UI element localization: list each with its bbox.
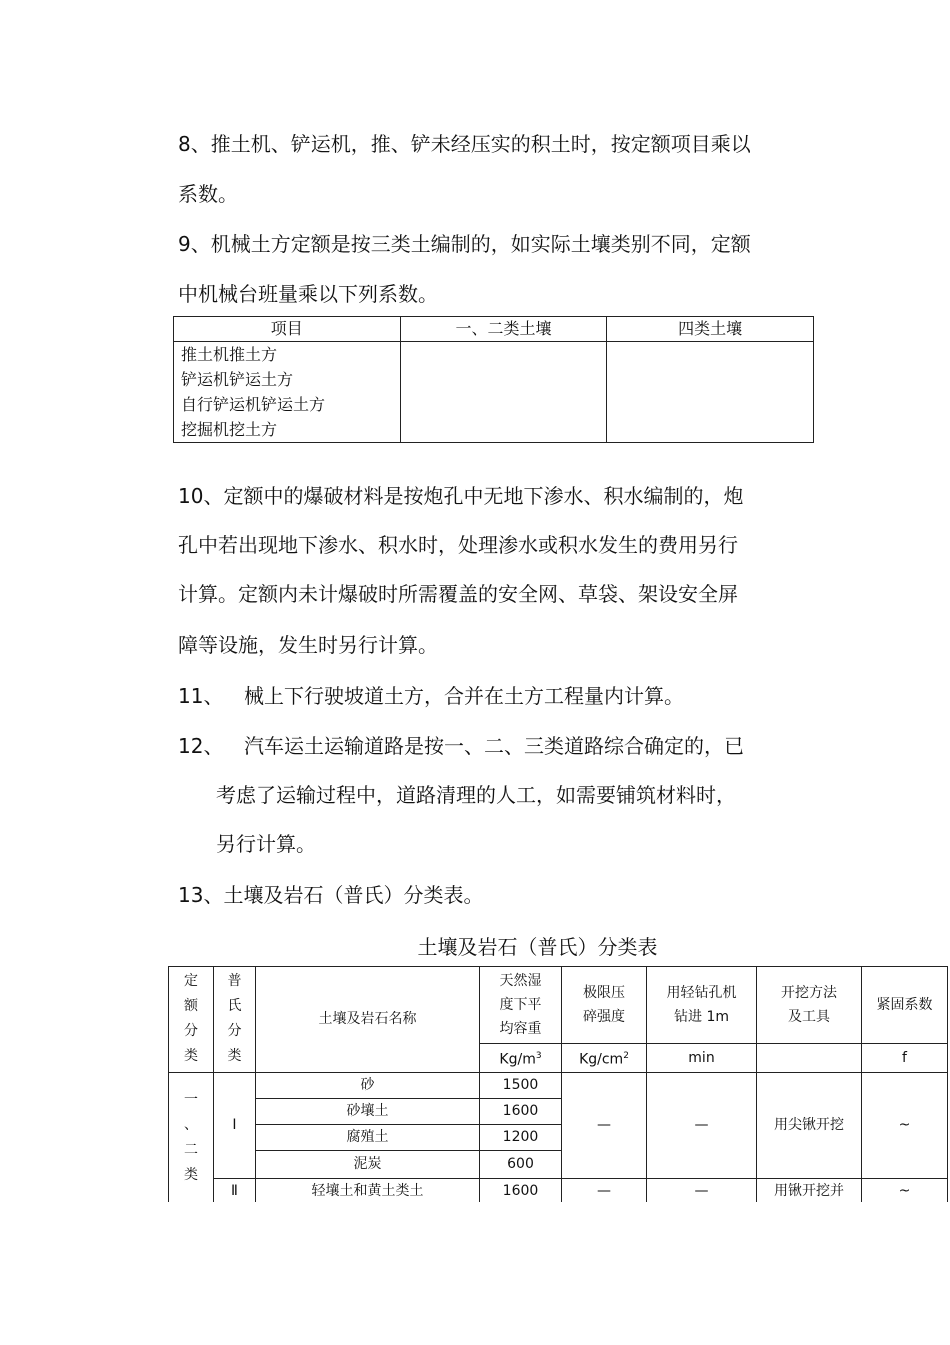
item-self-propelled-scraper: 自行铲运机铲运土方 [181,395,326,414]
para-10-line2: 孔中若出现地下渗水、积水时，处理渗水或积水发生的费用另行 [178,533,738,557]
para-12-number: 12、 [178,734,224,758]
header-item: 项目 [174,317,401,342]
class-I-strength: — [562,1072,647,1178]
unit-strength: $Kg/cm^2$ [562,1044,647,1073]
item-list [174,342,401,443]
class-I-coefficient: ~ [862,1072,948,1178]
row-name: 砂壤土 [256,1098,480,1124]
cell-class-1-2 [400,342,607,443]
class-I-drill: — [647,1072,757,1178]
para-10-line3: 计算。定额内未计爆破时所需覆盖的安全网、草袋、架设安全屏 [178,582,738,606]
row-name: 轻壤土和黄土类土 [256,1178,480,1204]
cell-class-4 [607,342,814,443]
unit-density: $Kg/m^3$ [480,1044,562,1073]
page-bottom-mask [0,1202,950,1345]
para-8-line1: 8、推土机、铲运机，推、铲未经压实的积土时，按定额项目乘以 [178,132,751,156]
class-II-method: 用锹开挖并 [757,1178,862,1204]
row-name: 泥炭 [256,1150,480,1178]
item-scraper: 铲运机铲运土方 [181,370,294,389]
row-density: 1600 [480,1098,562,1124]
class-II-drill: — [647,1178,757,1204]
classification-table-title: 土壤及岩石（普氏）分类表 [417,935,658,959]
header-class-1-2: 一、二类土壤 [400,317,607,342]
item-excavator: 挖掘机挖土方 [181,420,278,439]
coefficient-table [173,316,814,443]
header-drill-time: 用轻钻孔机 钻进 1m [647,967,757,1044]
row-density: 600 [480,1150,562,1178]
header-soil-rock-name: 土壤及岩石名称 [256,967,480,1073]
row-density: 1500 [480,1072,562,1098]
para-9-line2: 中机械台班量乘以下列系数。 [178,282,438,306]
row-density: 1600 [480,1178,562,1204]
header-protodyakonov-class: 普 氏 分 类 [214,967,256,1073]
para-8-line2: 系数。 [178,182,238,206]
class-II: Ⅱ [214,1178,256,1204]
header-excavation-method: 开挖方法 及工具 [757,967,862,1044]
para-13: 13、土壤及岩石（普氏）分类表。 [178,883,484,907]
soil-rock-classification-table [168,966,948,1205]
header-class-4: 四类土壤 [607,317,814,342]
para-11-number: 11、 [178,684,224,708]
header-firmness-coefficient: 紧固系数 [862,967,948,1044]
row-density: 1200 [480,1124,562,1150]
class-I-method: 用尖锹开挖 [757,1072,862,1178]
class-I: Ⅰ [214,1072,256,1178]
para-12-line3: 另行计算。 [216,832,316,856]
para-10-line1: 10、定额中的爆破材料是按炮孔中无地下渗水、积水编制的，炮 [178,484,744,508]
item-bulldozer: 推土机推土方 [181,345,278,364]
header-density: 天然湿 度下平 均容重 [480,967,562,1044]
row-name: 砂 [256,1072,480,1098]
category-1-2: 一 、 二 类 [169,1072,214,1204]
unit-method [757,1044,862,1073]
class-II-coefficient: ~ [862,1178,948,1204]
row-name: 腐殖土 [256,1124,480,1150]
para-11-text: 械上下行驶坡道土方，合并在土方工程量内计算。 [244,684,684,708]
class-II-strength: — [562,1178,647,1204]
para-9-line1: 9、机械土方定额是按三类土编制的，如实际土壤类别不同，定额 [178,232,751,256]
para-12-line1: 汽车运土运输道路是按一、二、三类道路综合确定的，已 [244,734,744,758]
unit-drill: min [647,1044,757,1073]
header-quota-category: 定 额 分 类 [169,967,214,1073]
unit-coefficient: f [862,1044,948,1073]
para-12-line2: 考虑了运输过程中，道路清理的人工，如需要铺筑材料时， [216,783,736,807]
header-crushing-strength: 极限压 碎强度 [562,967,647,1044]
para-10-line4: 障等设施，发生时另行计算。 [178,633,438,657]
